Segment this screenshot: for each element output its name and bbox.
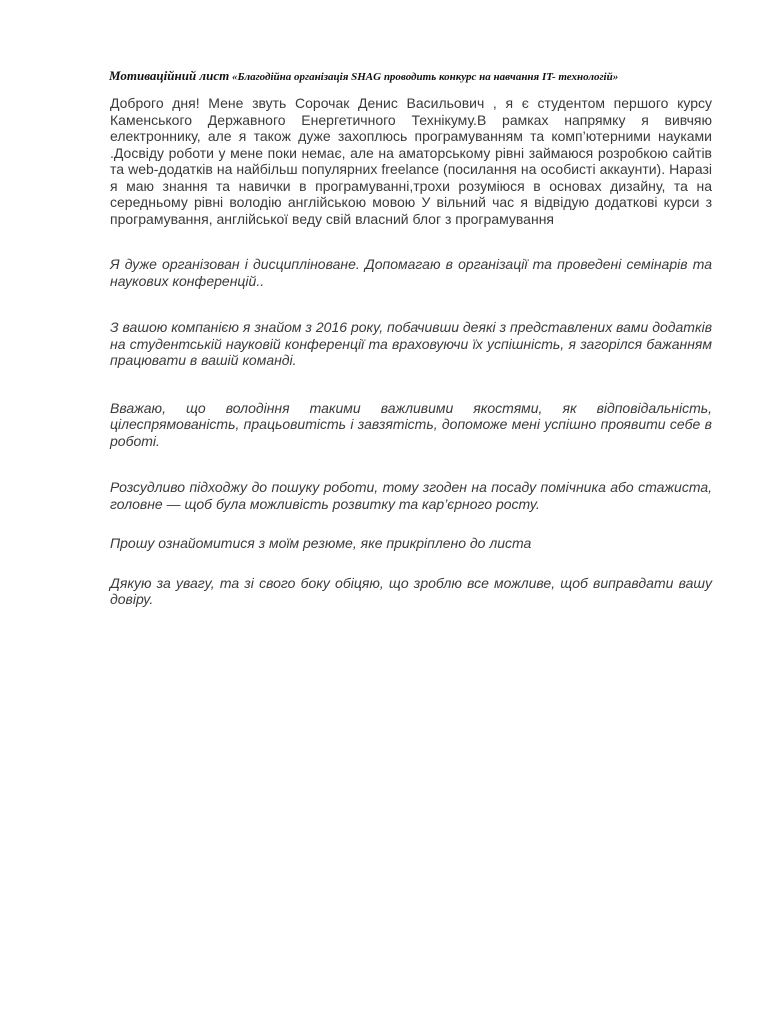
letter-title: [109, 68, 709, 84]
letter-title-subtitle: «Благодійна організація SHAG проводить конкурс на навчання IT- технологій»: [229, 71, 619, 83]
paragraph-organization: Я дуже організован і дисципліноване. Допомагаю в організації та проведені семінарів та наукових конференцій..: [110, 256, 712, 289]
letter-title-main: Мотиваційний лист: [109, 68, 230, 83]
paragraph-company: З вашою компанією я знайом з 2016 року, побачивши деякі з представлених вами додатків на студентській науковій конференції та враховуючи їх успішність, я загорілся бажанням працювати в вашій команді.: [110, 319, 712, 368]
letter-body: [110, 95, 712, 608]
paragraph-introduction: Доброго дня! Мене звуть Сорочак Денис Васильович , я є студентом першого курсу Каменського Державного Енергетичного Технікуму.В рамках напрямку я вивчяю електроннику, але я також дуже захоплюсь програмуванням та комп’ютерними науками .Досвіду роботи у мене поки немає, але на аматорському рівні займаюся розробкою сайтів та web-додатків на найбільш популярних freelance (посилання на особисті аккаунти). Наразі я маю знання та навички в програмуванні,трохи розуміюся в основах дизайну, та на середньому рівні володію англійською мовою У вільний час я відвідую додаткові курси з програмування, англійської веду свій власний блог з програмування: [110, 95, 712, 227]
paragraph-position: Розсудливо підходжу до пошуку роботи, тому згоден на посаду помічника або стажиста, головне — щоб була можливість розвитку та кар’єрного росту.: [110, 479, 712, 512]
paragraph-closing: Дякую за увагу, та зі свого боку обіцяю, що зроблю все можливе, щоб виправдати вашу довіру.: [110, 574, 712, 607]
paragraph-qualities: Вважаю, що володіння такими важливими якостями, як відповідальність, цілеспрямованість, працьовитість і завзятість, допоможе мені успішно проявити себе в роботі.: [110, 399, 712, 449]
paragraph-resume: Прошу ознайомитися з моїм резюме, яке прикріплено до листа: [110, 535, 532, 551]
